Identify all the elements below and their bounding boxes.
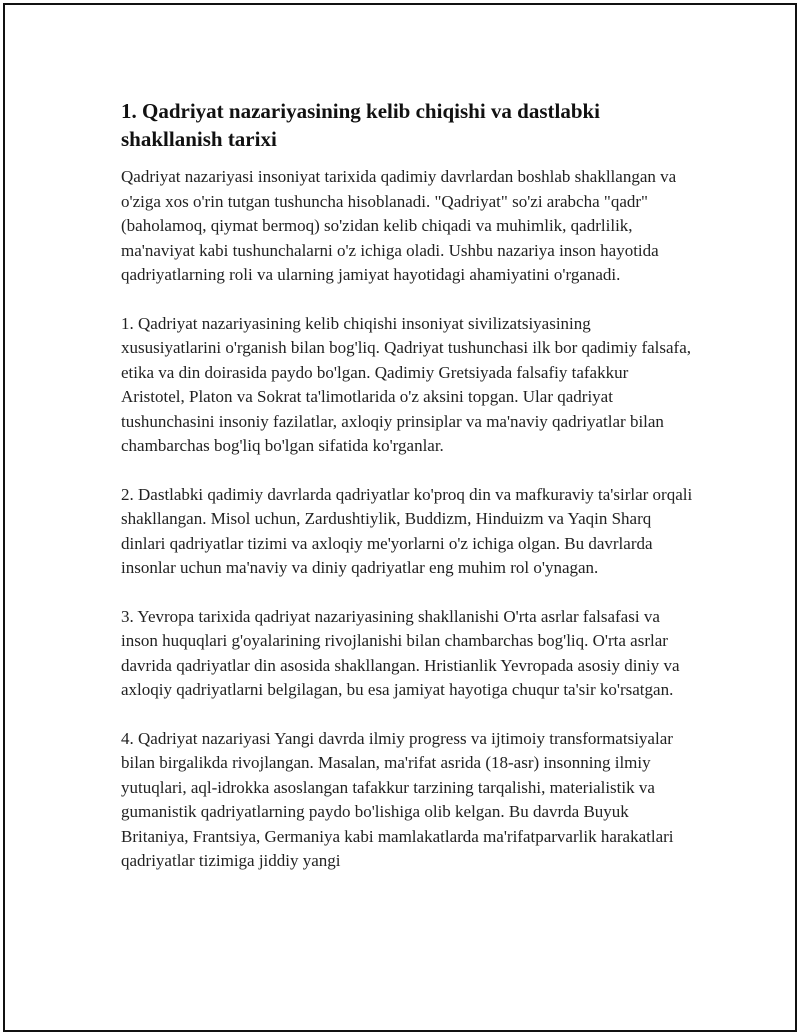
paragraph-3: 3. Yevropa tarixida qadriyat nazariyasining shakllanishi O'rta asrlar falsafasi va inson huquqlari g'oyalarining rivojlanishi bilan chambarchas bog'liq. O'rta asrlar davrida qadriyatlar din asosida shakllangan. Hristianlik Yevropada asosiy diniy va axloqiy qadriyatlarni belgilagan, bu esa jamiyat hayotiga chuqur ta'sir ko'rsatgan. bbox=[121, 606, 680, 699]
page-frame bbox=[3, 3, 797, 1032]
paragraph-1: 1. Qadriyat nazariyasining kelib chiqishi insoniyat sivilizatsiyasining xususiyatlarini o'rganish bilan bog'liq. Qadriyat tushunchasi ilk bor qadimiy falsafa, etika va din doirasida paydo bo'lgan. Qadimiy Gretsiyada falsafiy tafakkur Aristotel, Platon va Sokrat ta'limotlarida o'z aksini topgan. Ular qadriyat tushunchasini insoniy fazilatlar, axloqiy prinsiplar va ma'naviy qadriyatlar bilan chambarchas bog'liq bo'lgan sifatida ko'rganlar. bbox=[121, 313, 692, 455]
document-body bbox=[121, 97, 693, 898]
paragraph-4: 4. Qadriyat nazariyasi Yangi davrda ilmiy progress va ijtimoiy transformatsiyalar bilan birgalikda rivojlangan. Masalan, ma'rifat asrida (18-asr) insonning ilmiy yutuqlari, aql-idrokka asoslangan tafakkur tarzining tarqalishi, materialistik va gumanistik qadriyatlarning paydo bo'lishiga olib kelgan. Bu davrda Buyuk Britaniya, Frantsiya, Germaniya kabi mamlakatlarda ma'rifatparvarlik harakatlari qadriyatlar tizimiga jiddiy yangi bbox=[121, 728, 674, 870]
intro-paragraph: Qadriyat nazariyasi insoniyat tarixida qadimiy davrlardan boshlab shakllangan va o'ziga xos o'rin tutgan tushuncha hisoblanadi. "Qadriyat" so'zi arabcha "qadr" (baholamoq, qiymat bermoq) so'zidan kelib chiqadi va muhimlik, qadrlilik, ma'naviyat kabi tushunchalarni o'z ichiga oladi. Ushbu nazariya inson hayotida qadriyatlarning roli va ularning jamiyat hayotidagi ahamiyatini o'rganadi. bbox=[121, 167, 677, 284]
section-title: 1. Qadriyat nazariyasining kelib chiqishi va dastlabki shakllanish tarixi bbox=[121, 99, 601, 151]
paragraph-2: 2. Dastlabki qadimiy davrlarda qadriyatlar ko'proq din va mafkuraviy ta'sirlar orqali shakllangan. Misol uchun, Zardushtiylik, Buddizm, Hinduizm va Yaqin Sharq dinlari qadriyatlar tizimi va axloqiy me'yorlarni o'z ichiga olgan. Bu davrlarda insonlar uchun ma'naviy va diniy qadriyatlar eng muhim rol o'ynagan. bbox=[121, 484, 693, 577]
